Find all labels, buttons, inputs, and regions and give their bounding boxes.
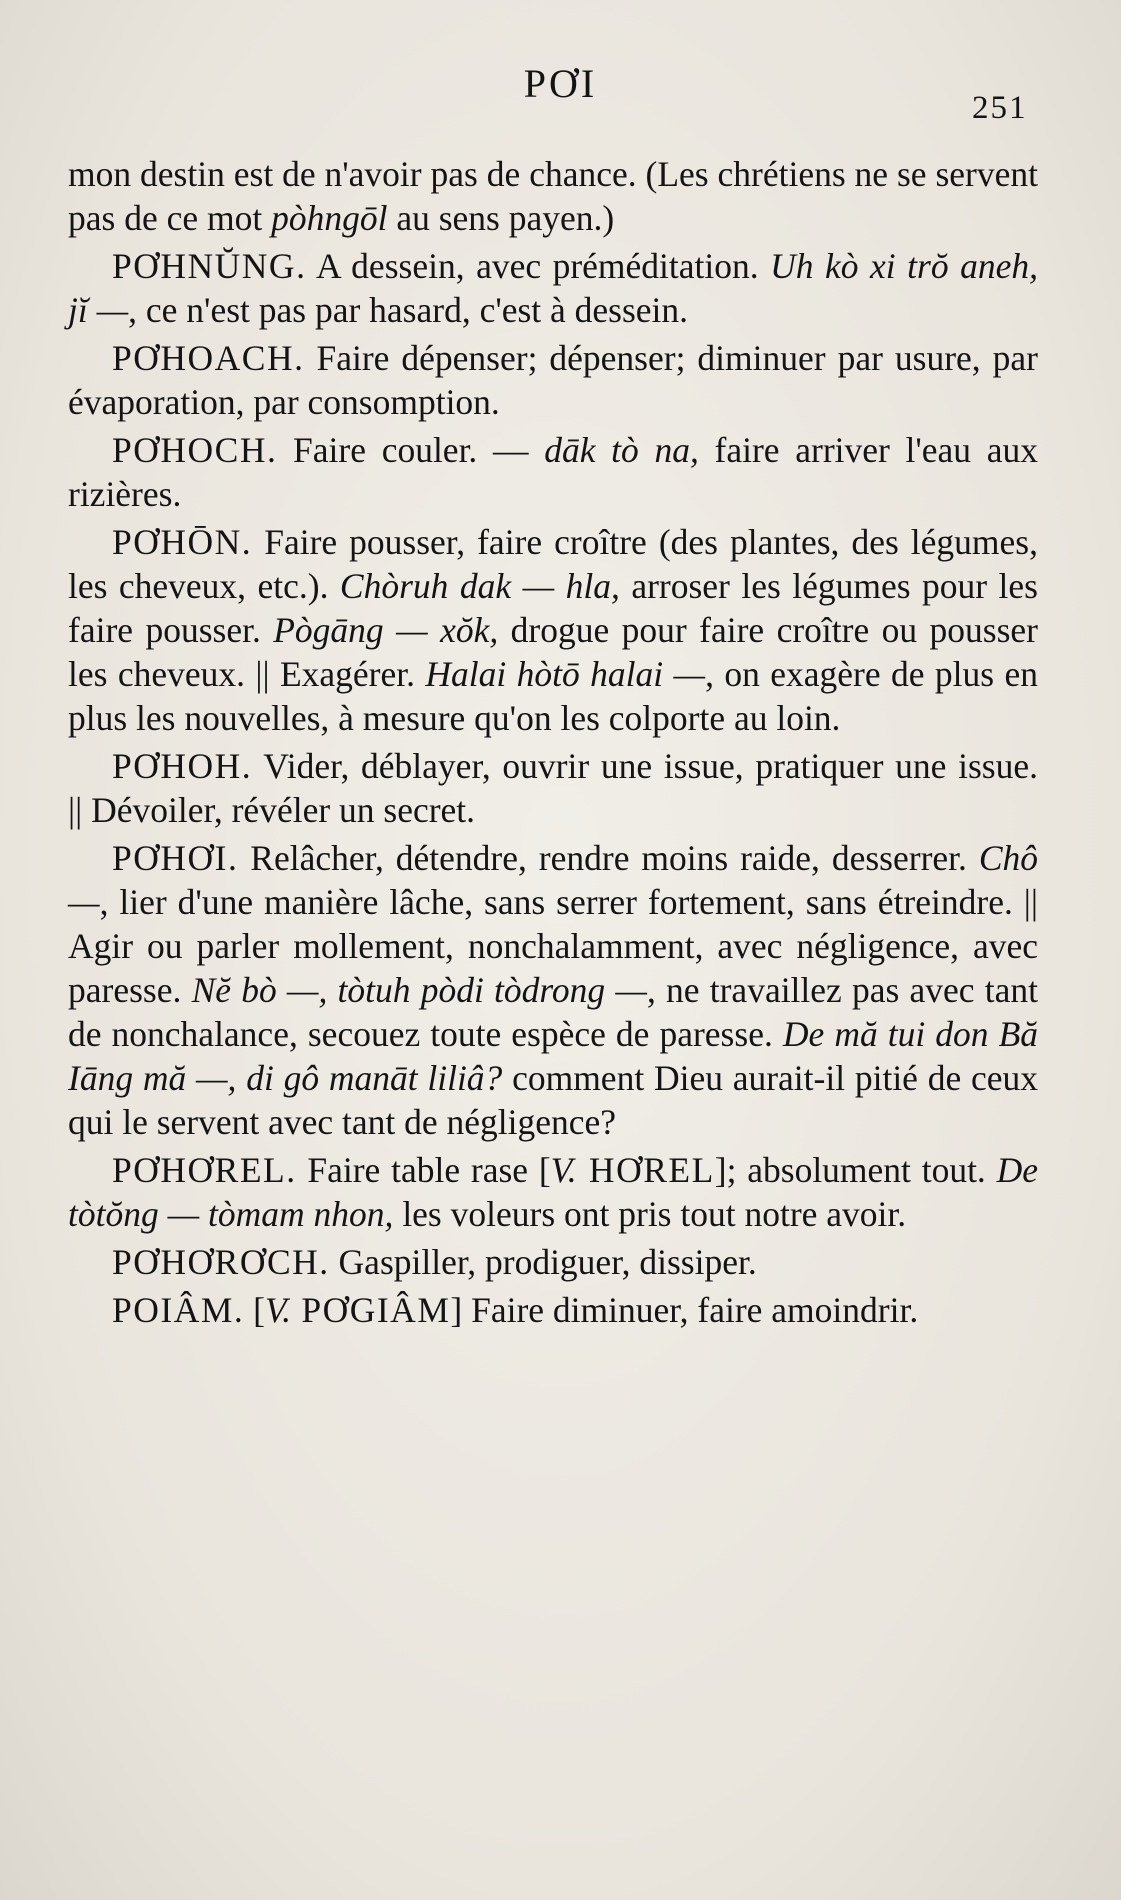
entry-pohoach <box>68 336 1038 424</box>
headword: PƠHOACH. <box>112 338 305 378</box>
entry-pohoch <box>68 428 1038 516</box>
definition: ] Faire diminuer, faire amoindrir. <box>450 1290 919 1330</box>
example: Chòruh dak — hla, <box>339 566 620 606</box>
definition: Faire table rase [ <box>296 1150 551 1190</box>
headword: POIÂM. <box>112 1290 245 1330</box>
entry-pohoh <box>68 744 1038 832</box>
headword: PƠHOCH. <box>112 430 278 470</box>
headword: PƠHNŬNG. <box>112 246 307 286</box>
definition: Faire dépenser; dépenser; diminuer par usure, par évaporation, par consomption. <box>68 338 1038 422</box>
definition: Gaspiller, prodiguer, dissiper. <box>329 1242 757 1282</box>
definition: comment Dieu aurait-il pitié de ceux qui le servent avec tant de négligence? <box>68 1058 1038 1142</box>
cross-reference-word: PƠGIÂM <box>290 1290 451 1330</box>
example: De tòtŏng — tòmam nhon, <box>68 1150 1038 1234</box>
definition: A dessein, avec préméditation. <box>306 246 771 286</box>
page-number: 251 <box>972 90 1028 126</box>
entry-pohorel <box>68 1148 1038 1236</box>
definition: , ne travaillez pas avec tant de nonchalance, secouez toute espèce de paresse. <box>68 970 1038 1054</box>
example-word: pòhngōl <box>271 198 388 238</box>
definition: ]; absolument tout. <box>714 1150 997 1190</box>
definition: arroser les légumes pour les faire pousser. <box>68 566 1038 650</box>
cross-reference-bracket: [ <box>244 1290 265 1330</box>
dictionary-body <box>68 152 1038 1332</box>
example: Halai hòtō halai — <box>425 654 706 694</box>
cross-reference-marker: V. <box>264 1290 291 1330</box>
definition: , on exagère de plus en plus les nouvelles, à mesure qu'on les colporte au loin. <box>68 654 1038 738</box>
entry-pohoroch <box>68 1240 1038 1284</box>
definition: faire arriver l'eau aux rizières. <box>68 430 1039 514</box>
definition: Faire couler. — <box>277 430 545 470</box>
entry-pohon <box>68 520 1038 740</box>
continuation-paragraph <box>68 152 1038 240</box>
running-head: PƠI <box>523 61 598 106</box>
example: Chô — <box>68 838 1038 922</box>
cross-reference-word: HƠREL <box>576 1150 715 1190</box>
entry-pohoi <box>68 836 1038 1144</box>
entry-pohnong <box>68 244 1038 332</box>
example: dāk tò na, <box>544 430 699 470</box>
headword: PƠHƠREL. <box>112 1150 297 1190</box>
definition: les voleurs ont pris tout notre avoir. <box>393 1194 907 1234</box>
definition: Relâcher, détendre, rendre moins raide, desserrer. <box>238 838 979 878</box>
continuation-text: mon destin est de n'avoir pas de chance. (Les chrétiens ne se servent pas de ce mot <box>68 154 1038 238</box>
definition: Vider, déblayer, ouvrir une issue, pratiquer une issue. || Dévoiler, révéler un secret. <box>68 746 1038 830</box>
definition: , lier d'une manière lâche, sans serrer fortement, sans étreindre. || Agir ou parler mollement, nonchalamment, avec négligence, avec paresse. <box>68 882 1038 1010</box>
entry-poiam <box>68 1288 1038 1332</box>
cross-reference-marker: V. <box>550 1150 577 1190</box>
definition: , ce n'est pas par hasard, c'est à dessein. <box>128 290 689 330</box>
definition: drogue pour faire croître ou pousser les cheveux. || Exagérer. <box>68 610 1038 694</box>
definition: Faire pousser, faire croître (des plantes, des légumes, les cheveux, etc.). <box>68 522 1038 606</box>
example: Pògāng — xŏk, <box>273 610 499 650</box>
headword: PƠHOH. <box>112 746 253 786</box>
headword: PƠHƠI. <box>112 838 239 878</box>
example: Uh kò xi trŏ aneh, jĭ — <box>68 246 1038 330</box>
continuation-text: au sens payen.) <box>387 198 615 238</box>
headword: PƠHŌN. <box>112 522 253 562</box>
headword: PƠHƠRƠCH. <box>112 1242 330 1282</box>
example: De mă tui don Bă Iāng mă —, di gô manāt liliâ? <box>68 1014 1038 1098</box>
example: Nĕ bò —, tòtuh pòdi tòdrong — <box>191 970 647 1010</box>
